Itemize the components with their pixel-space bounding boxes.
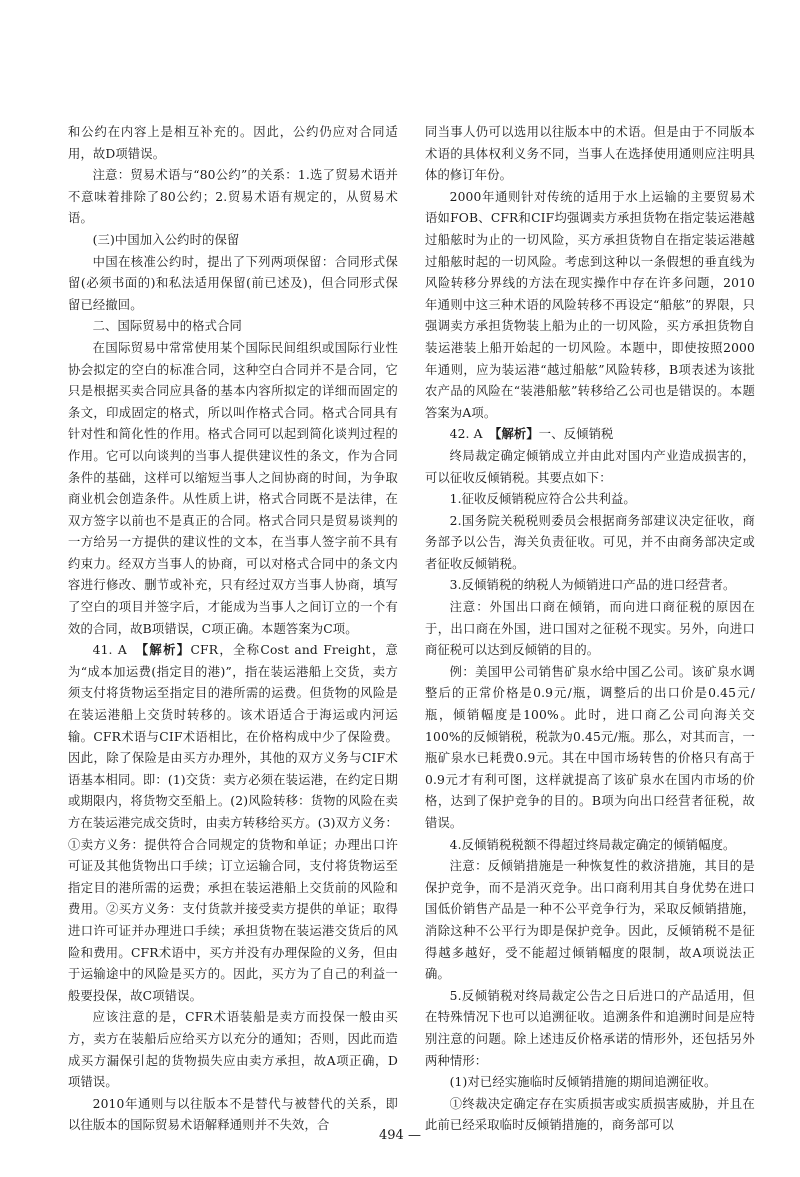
paragraph-text: CFR，全称Cost and Freight，意为“成本加运费(指定目的港)”，指在装运港船上交货，卖方须支付将货物运至指定目的港所需的运费。但货物的风险是在装运港船上交货时转移的。该术语适合于海运或内河运输。CFR术语与CIF术语相比，在价格构成中少了保险费。因此，除了保险是由买方办理外，其他的双方义务与CIF术语基本相同。即：(1)交货：卖方必须在装运港，在约定日期或期限内，将货物交至船上。(2)风险转移：货物的风险在卖方在装运港完成交货时，由卖方转移给买方。(3)双方义务：①卖方义务：提供符合合同规定的货物和单证；办理出口许可证及其他货物出口手续；订立运输合同，支付将货物运至指定目的港所需的运费；承担在装运港船上交货前的风险和费用。②买方义务：支付货款并接受卖方提供的单证；取得进口许可证并办理进口手续；承担货物在装运港交货后的风险和费用。CFR术语中，买方并没有办理保险的义务，但由于运输途中的风险是买方的。因此，买方为了自己的利益一般要投保，故C项错误。	[68, 643, 398, 1003]
paragraph: 1.征收反倾销税应符合公共利益。	[449, 492, 636, 507]
paragraph: 二、国际贸易中的格式合同	[92, 319, 242, 334]
paragraph: ①终裁决定确定存在实质损害或实质损害威胁，并且在此前已经采取临时反倾销措施的，商务部可以	[425, 1096, 755, 1133]
paragraph: 2000年通则针对传统的适用于水上运输的主要贸易术语如FOB、CFR和CIF均强调卖方承担货物在指定装运港越过船舷时为止的一切风险，买方承担货物自在指定装运港越过船舷时起的一切风险。考虑到这种以一条假想的垂直线为风险转移分界线的方法在现实操作中存在许多问题，2010年通则中这三种术语的风险转移不再设定“船舷”的界限，只强调卖方承担货物装上船为止的一切风险，买方承担货物自装运港装上船开始起的一切风险。本题中，即使按照2000年通则，应为装运港“越过船舷”风险转移，B项表述为该批农产品的风险在“装港船舷”转移给乙公司也是错误的。本题答案为A项。	[425, 189, 755, 420]
paragraph	[425, 424, 755, 446]
paragraph: 注意：外国出口商在倾销，而向进口商征税的原因在于，出口商在外国，进口国对之征税不现实。另外，向进口商征税可以达到反倾销的目的。	[425, 600, 755, 658]
paragraph: 2.国务院关税税则委员会根据商务部建议决定征收，商务部予以公告，海关负责征收。可见，并不由商务部决定或者征收反倾销税。	[425, 513, 755, 571]
paragraph: (1)对已经实施临时反倾销措施的期间追溯征收。	[449, 1075, 717, 1090]
page-number: 494 —	[379, 1128, 421, 1143]
paragraph: 4.反倾销税税额不得超过终局裁定确定的倾销幅度。	[449, 837, 736, 852]
paragraph	[68, 640, 398, 1007]
paragraph-text: 一、反倾销税	[538, 427, 614, 442]
paragraph: 5.反倾销税对终局裁定公告之日后进口的产品适用，但在特殊情况下也可以追溯征收。追溯条件和追溯时间是应特别注意的问题。除上述违反价格承诺的情形外，还包括另外两种情形：	[425, 988, 755, 1068]
analysis-tag: 【解析】	[495, 427, 539, 442]
paragraph: 在国际贸易中常常使用某个国际民间组织或国际行业性协会拟定的空白的标准合同，这种空白合同并不是合同，它只是根据买卖合同应具备的基本内容所拟定的详细而固定的条文，印成固定的格式，所以叫作格式合同。格式合同具有针对性和简化性的作用。格式合同可以起到简化谈判过程的作用。它可以向谈判的当事人提供建议性的条文，作为合同条件的基础，这样可以缩短当事人之间协商的时间，为争取商业机会创造条件。从性质上讲，格式合同既不是法律，在双方签字以前也不是真正的合同。格式合同只是贸易谈判的一方给另一方提供的建议性的文本，在当事人签字前不具有约束力。经双方当事人的协商，可以对格式合同中的条文内容进行修改、删节或补充，只有经过双方当事人协商，填写了空白的项目并签字后，才能成为当事人之间订立的一个有效的合同，故B项错误，C项正确。本题答案为C项。	[68, 340, 398, 636]
paragraph: 应该注意的是，CFR术语装船是卖方而投保一般由买方，卖方在装船后应给买方以充分的通知；否则，因此而造成买方漏保引起的货物损失应由卖方承担，故A项正确，D项错误。	[68, 1010, 398, 1090]
paragraph: 和公约在内容上是相互补充的。因此，公约仍应对合同适用，故D项错误。	[68, 125, 398, 161]
paragraph: 同当事人仍可以选用以往版本中的术语。但是由于不同版本术语的具体权利义务不同，当事人在选择使用通则应注明具体的修订年份。	[425, 125, 755, 183]
paragraph: 例：美国甲公司销售矿泉水给中国乙公司。该矿泉水调整后的正常价格是0.9元/瓶，调整后的出口价是0.45元/瓶，倾销幅度是100%。此时，进口商乙公司向海关交100%的反倾销税，税款为0.45元/瓶。那么，对其而言，一瓶矿泉水已耗费0.9元。其在中国市场转售的价格只有高于0.9元才有利可图，这样就提高了该矿泉水在国内市场的价格，达到了保护竞争的目的。B项为向出口经营者征税，故错误。	[425, 664, 755, 830]
paragraph: 注意：贸易术语与“80公约”的关系：1.选了贸易术语并不意味着排除了80公约；2.贸易术语有规定的，从贸易术语。	[68, 168, 398, 226]
paragraph: 注意：反倾销措施是一种恢复性的救济措施，其目的是保护竞争，而不是消灭竞争。出口商利用其自身优势在进口国低价销售产品是一种不公平竞争行为，采取反倾销措施，消除这种不公平行为即是保护竞争。因此，反倾销税不是征得越多越好，受不能超过倾销幅度的限制，故A项说法正确。	[425, 859, 755, 982]
question-number: 42. A	[449, 427, 496, 442]
paragraph: 3.反倾销税的纳税人为倾销进口产品的进口经营者。	[449, 578, 736, 593]
left-column	[68, 122, 398, 1137]
question-number: 41. A	[92, 643, 142, 658]
paragraph: 终局裁定确定倾销成立并由此对国内产业造成损害的，可以征收反倾销税。其要点如下：	[425, 448, 755, 485]
right-column	[425, 122, 755, 1137]
paragraph: 2010年通则与以往版本不是替代与被替代的关系，即以往版本的国际贸易术语解释通则并不失效，合	[68, 1096, 398, 1133]
paragraph: (三)中国加入公约时的保留	[92, 232, 240, 247]
analysis-tag: 【解析】	[141, 643, 191, 658]
paragraph: 中国在核准公约时，提出了下列两项保留：合同形式保留(必须书面的)和私法适用保留(前已述及)，但合同形式保留已经撤回。	[68, 254, 398, 312]
